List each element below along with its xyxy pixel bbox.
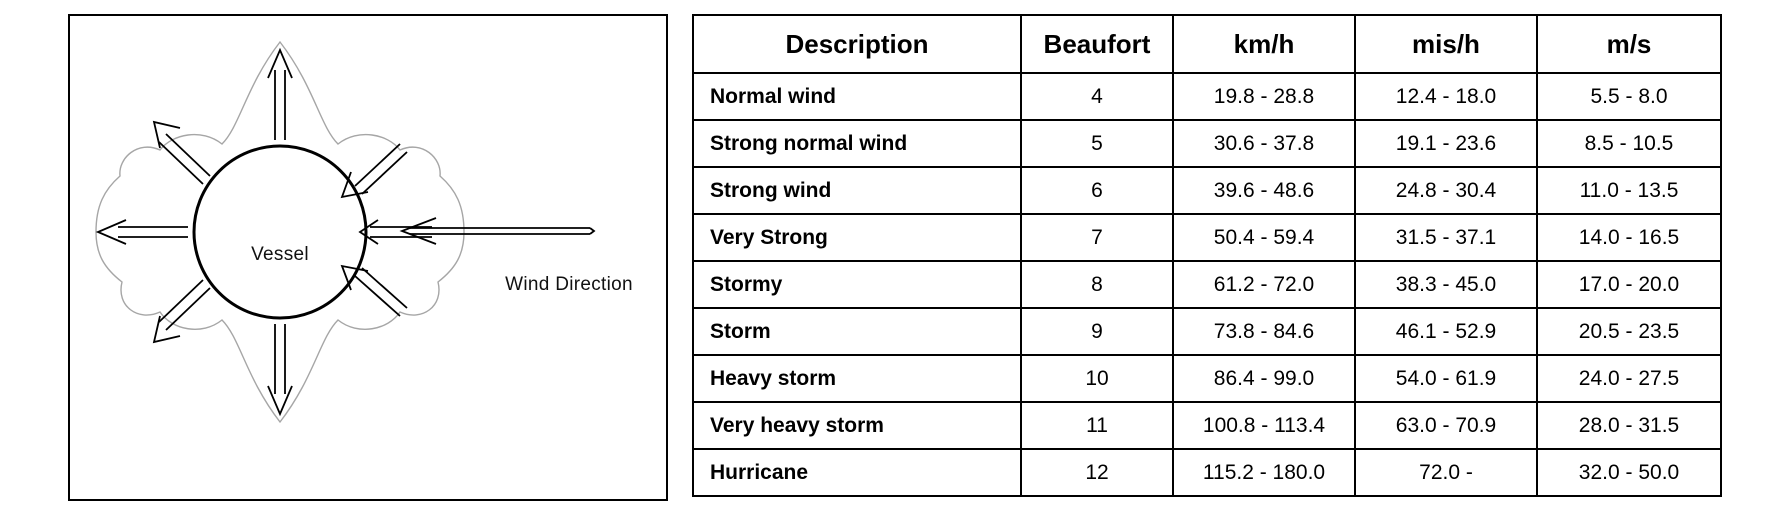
table-row xyxy=(693,261,1721,308)
column-header-kmh: km/h xyxy=(1173,15,1355,73)
cell-description: Heavy storm xyxy=(693,355,1021,402)
cell-kmh: 39.6 - 48.6 xyxy=(1173,167,1355,214)
cell-mish: 31.5 - 37.1 xyxy=(1355,214,1537,261)
cell-description: Hurricane xyxy=(693,449,1021,496)
cell-kmh: 100.8 - 113.4 xyxy=(1173,402,1355,449)
force-arrow-south xyxy=(268,324,292,414)
cell-beaufort: 11 xyxy=(1021,402,1173,449)
vessel-diagram-panel xyxy=(68,14,668,501)
cell-kmh: 86.4 - 99.0 xyxy=(1173,355,1355,402)
cell-kmh: 73.8 - 84.6 xyxy=(1173,308,1355,355)
cell-ms: 14.0 - 16.5 xyxy=(1537,214,1721,261)
column-header-ms: m/s xyxy=(1537,15,1721,73)
column-header-mish: mis/h xyxy=(1355,15,1537,73)
cell-ms: 24.0 - 27.5 xyxy=(1537,355,1721,402)
cell-beaufort: 6 xyxy=(1021,167,1173,214)
table-row xyxy=(693,449,1721,496)
cell-description: Stormy xyxy=(693,261,1021,308)
cell-mish: 54.0 - 61.9 xyxy=(1355,355,1537,402)
force-arrow-west xyxy=(98,220,188,244)
cell-ms: 5.5 - 8.0 xyxy=(1537,73,1721,120)
cell-description: Very heavy storm xyxy=(693,402,1021,449)
cell-description: Strong normal wind xyxy=(693,120,1021,167)
cell-beaufort: 12 xyxy=(1021,449,1173,496)
cell-kmh: 30.6 - 37.8 xyxy=(1173,120,1355,167)
column-header-description: Description xyxy=(693,15,1021,73)
force-arrow-southwest xyxy=(154,280,210,342)
cell-ms: 20.5 - 23.5 xyxy=(1537,308,1721,355)
wind-direction-arrow xyxy=(402,218,594,244)
beaufort-scale-table xyxy=(692,14,1722,497)
wind-direction-label: Wind Direction xyxy=(505,274,633,295)
cell-mish: 19.1 - 23.6 xyxy=(1355,120,1537,167)
cell-kmh: 50.4 - 59.4 xyxy=(1173,214,1355,261)
cell-mish: 46.1 - 52.9 xyxy=(1355,308,1537,355)
table-row xyxy=(693,120,1721,167)
cell-kmh: 19.8 - 28.8 xyxy=(1173,73,1355,120)
table-row xyxy=(693,355,1721,402)
cell-beaufort: 8 xyxy=(1021,261,1173,308)
cell-beaufort: 5 xyxy=(1021,120,1173,167)
cell-beaufort: 9 xyxy=(1021,308,1173,355)
table-header-row xyxy=(693,15,1721,73)
table-row xyxy=(693,167,1721,214)
cell-beaufort: 4 xyxy=(1021,73,1173,120)
cell-description: Normal wind xyxy=(693,73,1021,120)
vessel-circle xyxy=(194,146,366,318)
cell-description: Strong wind xyxy=(693,167,1021,214)
cell-mish: 38.3 - 45.0 xyxy=(1355,261,1537,308)
cell-description: Very Strong xyxy=(693,214,1021,261)
cell-ms: 11.0 - 13.5 xyxy=(1537,167,1721,214)
cell-description: Storm xyxy=(693,308,1021,355)
cell-beaufort: 7 xyxy=(1021,214,1173,261)
table-row xyxy=(693,402,1721,449)
cell-ms: 28.0 - 31.5 xyxy=(1537,402,1721,449)
column-header-beaufort: Beaufort xyxy=(1021,15,1173,73)
vessel-force-diagram xyxy=(70,16,666,499)
cell-kmh: 115.2 - 180.0 xyxy=(1173,449,1355,496)
cell-mish: 72.0 - xyxy=(1355,449,1537,496)
cell-beaufort: 10 xyxy=(1021,355,1173,402)
cell-ms: 17.0 - 20.0 xyxy=(1537,261,1721,308)
cell-kmh: 61.2 - 72.0 xyxy=(1173,261,1355,308)
cell-ms: 32.0 - 50.0 xyxy=(1537,449,1721,496)
vessel-label: Vessel xyxy=(251,244,309,265)
cell-mish: 12.4 - 18.0 xyxy=(1355,73,1537,120)
table-row xyxy=(693,73,1721,120)
cell-mish: 24.8 - 30.4 xyxy=(1355,167,1537,214)
cell-mish: 63.0 - 70.9 xyxy=(1355,402,1537,449)
beaufort-table-wrap xyxy=(692,14,1720,501)
cell-ms: 8.5 - 10.5 xyxy=(1537,120,1721,167)
force-arrow-north xyxy=(268,50,292,140)
force-arrow-northwest xyxy=(154,122,210,184)
table-row xyxy=(693,308,1721,355)
table-row xyxy=(693,214,1721,261)
